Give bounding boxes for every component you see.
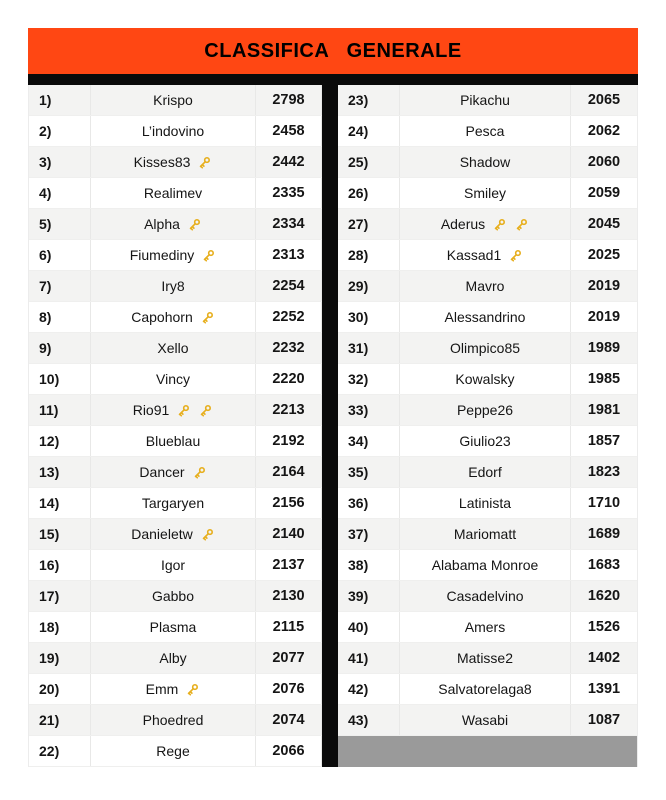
rank-cell: 5): [29, 209, 91, 239]
score-cell: 2140: [256, 519, 322, 549]
score-cell: 2220: [256, 364, 322, 394]
table-row: [338, 85, 637, 116]
table-row: [338, 457, 637, 488]
ranking-columns: [28, 85, 638, 767]
rank-cell: 40): [338, 612, 400, 642]
key-icon: [200, 527, 215, 542]
score-cell: 1689: [587, 526, 621, 542]
player-name-cell: [91, 395, 256, 425]
player-name: Vincy: [156, 371, 190, 387]
rank-cell: 19): [29, 643, 91, 673]
score-cell: 2019: [587, 309, 621, 325]
table-row: [29, 364, 322, 395]
player-name-cell: [91, 116, 256, 146]
rank-cell: 12): [29, 426, 91, 456]
player-name: L’indovino: [141, 123, 205, 139]
player-name-cell: [400, 302, 571, 332]
player-name: Danieletw: [131, 526, 193, 542]
player-name-cell: [91, 705, 256, 735]
score-cell: 2798: [256, 85, 322, 115]
rank-cell: 9): [29, 333, 91, 363]
player-name: Alby: [159, 650, 187, 666]
player-name: Emm: [145, 681, 179, 697]
player-name: Phoedred: [142, 712, 204, 728]
rank-cell: 16): [29, 550, 91, 580]
player-name: Realimev: [143, 185, 203, 201]
player-name-cell: [91, 271, 256, 301]
player-name-cell: [91, 674, 256, 704]
player-name-cell: [400, 209, 571, 239]
table-row: [29, 643, 322, 674]
table-row: [338, 333, 637, 364]
player-name: Shadow: [459, 154, 511, 170]
player-name-cell: [91, 364, 256, 394]
score-cell: 2077: [256, 643, 322, 673]
player-name-cell: [400, 581, 571, 611]
player-name: Pesca: [465, 123, 505, 139]
score-cell: 2076: [256, 674, 322, 704]
table-row: [29, 240, 322, 271]
score-cell: 2062: [587, 123, 621, 139]
player-name-cell: [400, 178, 571, 208]
score-cell: 2060: [587, 154, 621, 170]
score-cell: 1087: [587, 712, 621, 728]
player-name-cell: [91, 426, 256, 456]
table-row: [29, 519, 322, 550]
rank-cell: 29): [338, 271, 400, 301]
score-cell: 1402: [587, 650, 621, 666]
classifica-table: [28, 28, 638, 767]
score-cell: 1823: [587, 464, 621, 480]
score-cell: 1985: [587, 371, 621, 387]
column-divider: [322, 85, 338, 767]
player-name-cell: [91, 240, 256, 270]
player-name: Latinista: [458, 495, 512, 511]
score-cell: 2442: [256, 147, 322, 177]
player-name: Blueblau: [145, 433, 201, 449]
rank-cell: 36): [338, 488, 400, 518]
table-row: [29, 147, 322, 178]
player-name-cell: [91, 147, 256, 177]
rank-cell: 6): [29, 240, 91, 270]
score-cell: 2252: [256, 302, 322, 332]
player-name-cell: [400, 643, 571, 673]
table-row: [338, 488, 637, 519]
score-cell: 2045: [587, 216, 621, 232]
table-row: [29, 457, 322, 488]
rank-cell: 22): [29, 736, 91, 766]
score-cell: 2213: [256, 395, 322, 425]
player-name-cell: [400, 147, 571, 177]
rank-cell: 3): [29, 147, 91, 177]
player-name-cell: [91, 209, 256, 239]
player-name: Edorf: [468, 464, 502, 480]
rank-cell: 27): [338, 209, 400, 239]
player-name: Rege: [156, 743, 190, 759]
player-name-cell: [91, 643, 256, 673]
player-name: Kowalsky: [455, 371, 515, 387]
rank-cell: 17): [29, 581, 91, 611]
score-cell: 1620: [587, 588, 621, 604]
player-name: Mavro: [465, 278, 505, 294]
score-cell: 1683: [587, 557, 621, 573]
player-name: Kassad1: [446, 247, 502, 263]
player-name-cell: [400, 488, 571, 518]
table-row: [29, 85, 322, 116]
table-row: [338, 674, 637, 705]
table-row: [338, 643, 637, 674]
player-name: Wasabi: [461, 712, 509, 728]
table-row: [29, 488, 322, 519]
player-name: Targaryen: [141, 495, 205, 511]
player-name-cell: [91, 612, 256, 642]
rank-cell: 11): [29, 395, 91, 425]
table-row: [338, 612, 637, 643]
ranking-column-right: [338, 85, 638, 767]
rank-cell: 2): [29, 116, 91, 146]
header-divider-bar: [28, 74, 638, 85]
player-name-cell: [91, 333, 256, 363]
table-row: [29, 581, 322, 612]
table-row: [338, 209, 637, 240]
player-name: Alessandrino: [444, 309, 526, 325]
score-cell: 2065: [587, 92, 621, 108]
player-name: Fiumediny: [129, 247, 195, 263]
table-row: [338, 705, 637, 736]
player-name: Capohorn: [131, 309, 193, 325]
rank-cell: 43): [338, 705, 400, 735]
ranking-column-left: [28, 85, 322, 767]
rank-cell: 34): [338, 426, 400, 456]
rank-cell: 23): [338, 85, 400, 115]
rank-cell: 42): [338, 674, 400, 704]
table-row: [338, 302, 637, 333]
key-icon: [200, 310, 215, 325]
player-name-cell: [400, 364, 571, 394]
table-row: [338, 240, 637, 271]
key-icon: [187, 217, 202, 232]
player-name-cell: [91, 457, 256, 487]
player-name: Iry8: [161, 278, 185, 294]
player-name-cell: [400, 85, 571, 115]
rank-cell: 28): [338, 240, 400, 270]
table-row: [29, 302, 322, 333]
rank-cell: 33): [338, 395, 400, 425]
player-name-cell: [91, 581, 256, 611]
player-name-cell: [400, 240, 571, 270]
table-row: [338, 116, 637, 147]
key-icon: [514, 217, 529, 232]
player-name: Plasma: [149, 619, 197, 635]
score-cell: 1857: [587, 433, 621, 449]
player-name: Olimpico85: [449, 340, 521, 356]
rank-cell: 25): [338, 147, 400, 177]
rank-cell: 20): [29, 674, 91, 704]
score-cell: 2137: [256, 550, 322, 580]
player-name-cell: [400, 116, 571, 146]
rank-cell: 32): [338, 364, 400, 394]
score-cell: 2059: [587, 185, 621, 201]
table-row: [338, 550, 637, 581]
empty-footer-cell: [338, 736, 637, 767]
player-name: Dancer: [139, 464, 185, 480]
player-name-cell: [400, 333, 571, 363]
table-row: [29, 550, 322, 581]
rank-cell: 26): [338, 178, 400, 208]
player-name: Kisses83: [133, 154, 191, 170]
player-name: Giulio23: [459, 433, 511, 449]
player-name-cell: [400, 426, 571, 456]
rank-cell: 39): [338, 581, 400, 611]
key-icon: [185, 682, 200, 697]
player-name-cell: [91, 519, 256, 549]
table-row: [338, 581, 637, 612]
table-row: [29, 178, 322, 209]
score-cell: 2164: [256, 457, 322, 487]
table-row: [29, 705, 322, 736]
table-row: [338, 271, 637, 302]
table-row: [29, 426, 322, 457]
score-cell: 2232: [256, 333, 322, 363]
table-row: [29, 395, 322, 426]
table-row: [29, 736, 322, 767]
rank-cell: 41): [338, 643, 400, 673]
player-name-cell: [400, 457, 571, 487]
rank-cell: 8): [29, 302, 91, 332]
table-row: [338, 395, 637, 426]
player-name-cell: [91, 488, 256, 518]
rank-cell: 4): [29, 178, 91, 208]
player-name-cell: [91, 736, 256, 766]
score-cell: 2115: [256, 612, 322, 642]
rank-cell: 15): [29, 519, 91, 549]
table-row: [338, 147, 637, 178]
table-row: [29, 333, 322, 364]
player-name-cell: [91, 550, 256, 580]
rank-cell: 21): [29, 705, 91, 735]
score-cell: 2192: [256, 426, 322, 456]
table-row: [338, 178, 637, 209]
key-icon: [492, 217, 507, 232]
score-cell: 2130: [256, 581, 322, 611]
player-name: Casadelvino: [446, 588, 524, 604]
rank-cell: 24): [338, 116, 400, 146]
score-cell: 2334: [256, 209, 322, 239]
player-name: Mariomatt: [453, 526, 517, 542]
key-icon: [197, 155, 212, 170]
player-name: Peppe26: [456, 402, 514, 418]
player-name-cell: [91, 178, 256, 208]
player-name: Alabama Monroe: [431, 557, 539, 573]
table-row: [29, 209, 322, 240]
key-icon: [198, 403, 213, 418]
player-name: Matisse2: [456, 650, 514, 666]
player-name: Amers: [464, 619, 506, 635]
table-row: [338, 364, 637, 395]
rank-cell: 31): [338, 333, 400, 363]
rank-cell: 10): [29, 364, 91, 394]
score-cell: 2066: [256, 736, 322, 766]
key-icon: [176, 403, 191, 418]
rank-cell: 13): [29, 457, 91, 487]
player-name: Aderus: [440, 216, 486, 232]
player-name-cell: [91, 302, 256, 332]
player-name-cell: [400, 674, 571, 704]
player-name: Igor: [160, 557, 186, 573]
player-name-cell: [91, 85, 256, 115]
rank-cell: 18): [29, 612, 91, 642]
player-name-cell: [400, 705, 571, 735]
score-cell: 1391: [587, 681, 621, 697]
key-icon: [192, 465, 207, 480]
player-name: Rio91: [132, 402, 170, 418]
score-cell: 2313: [256, 240, 322, 270]
player-name-cell: [400, 550, 571, 580]
rank-cell: 7): [29, 271, 91, 301]
rank-cell: 37): [338, 519, 400, 549]
rank-cell: 38): [338, 550, 400, 580]
table-row: [29, 116, 322, 147]
score-cell: 2254: [256, 271, 322, 301]
player-name: Smiley: [463, 185, 506, 201]
table-row: [29, 674, 322, 705]
score-cell: 1989: [587, 340, 621, 356]
player-name-cell: [400, 519, 571, 549]
rank-cell: 1): [29, 85, 91, 115]
score-cell: 1526: [587, 619, 621, 635]
rank-cell: 35): [338, 457, 400, 487]
player-name: Alpha: [144, 216, 180, 232]
score-cell: 1981: [587, 402, 621, 418]
rank-cell: 30): [338, 302, 400, 332]
score-cell: 2025: [587, 247, 621, 263]
page-title: CLASSIFICA GENERALE: [28, 28, 638, 74]
score-cell: 2458: [256, 116, 322, 146]
score-cell: 2335: [256, 178, 322, 208]
table-row: [338, 519, 637, 550]
player-name-cell: [400, 271, 571, 301]
player-name-cell: [400, 395, 571, 425]
score-cell: 1710: [587, 495, 621, 511]
player-name: Salvatorelaga8: [438, 681, 532, 697]
score-cell: 2074: [256, 705, 322, 735]
key-icon: [508, 248, 523, 263]
score-cell: 2156: [256, 488, 322, 518]
rank-cell: 14): [29, 488, 91, 518]
player-name: Krispo: [153, 92, 193, 108]
score-cell: 2019: [587, 278, 621, 294]
table-row: [338, 426, 637, 457]
table-row: [29, 271, 322, 302]
table-row: [29, 612, 322, 643]
player-name-cell: [400, 612, 571, 642]
player-name: Gabbo: [151, 588, 195, 604]
player-name: Xello: [157, 340, 189, 356]
key-icon: [201, 248, 216, 263]
player-name: Pikachu: [460, 92, 510, 108]
